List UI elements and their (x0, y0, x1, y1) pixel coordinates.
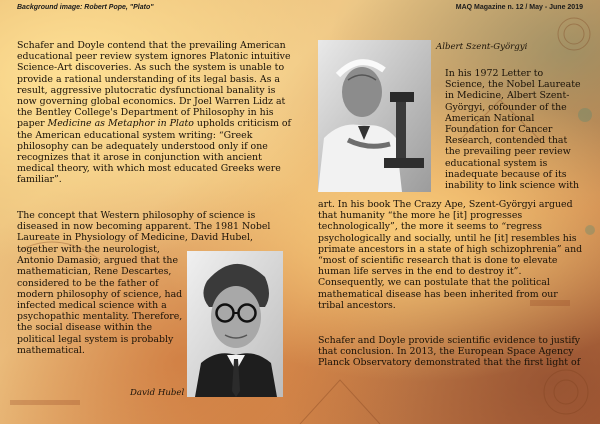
paragraph-planck: Schafer and Doyle provide scientific evidence to justify that conclusion. In 2013, the European Space Agency Planck Observatory demonstrated that the first light of (318, 335, 581, 369)
paper-title: Medicine as Metaphor in Plato (47, 118, 194, 130)
david-hubel-photo (187, 251, 283, 397)
paragraph-text: upholds criticism of the American educational system writing: “Greek philosophy can be adequately understood only if one recognizes that it arose in conjunction with ancient medical theory, with which most educated Greeks were familiar”. (17, 118, 291, 186)
magazine-issue: MAQ Magazine n. 12 / May - June 2019 (455, 4, 583, 11)
image-credit: Background image: Robert Pope, "Plato" (17, 4, 154, 11)
paragraph-crazy-ape: art. In his book The Crazy Ape, Szent-Györgyi argued that humanity “the more he [it] progresses technologically”, the more it seems to “regress psychologically and socially, until he [it] resembles his primate ancestors in a state of high schizophrenia” and “most of scientific research that is done to elevate human life serves in the end to destroy it”. Consequently, we can postulate that the political mathematical disease has been inherited from our tribal ancestors. (318, 199, 583, 311)
paragraph-letter-to-science: In his 1972 Letter to Science, the Nobel Laureate in Medicine, Albert Szent-Györgyi, cofounder of the American National Foundation for Cancer Research, contended that the prevailing peer review educational system is inadequate because of its inability to link science with (445, 68, 581, 192)
paragraph-text: Schafer and Doyle contend that the prevailing American educational peer review system ignores Platonic intuitive Science-Art discoveries. As such the system is unable to provide a rational understanding of its legal basis. As a result, aggressive plutocratic dysfunctional banality is now governing global economics. Dr Joel Warren Lidz at the Bentley College's Department of Philosophy in his paper (17, 40, 291, 130)
paragraph-descartes-intro: The concept that Western philosophy of science is diseased in now becoming apparent. The 1981 Nobel Laureate in Physiology of Medicine, David Hubel, (17, 210, 271, 244)
szent-gyorgyi-photo (318, 40, 431, 192)
paragraph-peer-review (17, 40, 291, 186)
szent-gyorgyi-caption: Albert Szent-Györgyi (436, 42, 528, 52)
paragraph-descartes: together with the neurologist, Antonio Damasio, argued that the mathematician, Rene Descartes, considered to be the father of modern philosophy of science, had infected medical science with a psychopathic mentality. Therefore, the social disease within the political legal system is probably mathematical. (17, 244, 183, 356)
hubel-caption: David Hubel (130, 388, 185, 398)
